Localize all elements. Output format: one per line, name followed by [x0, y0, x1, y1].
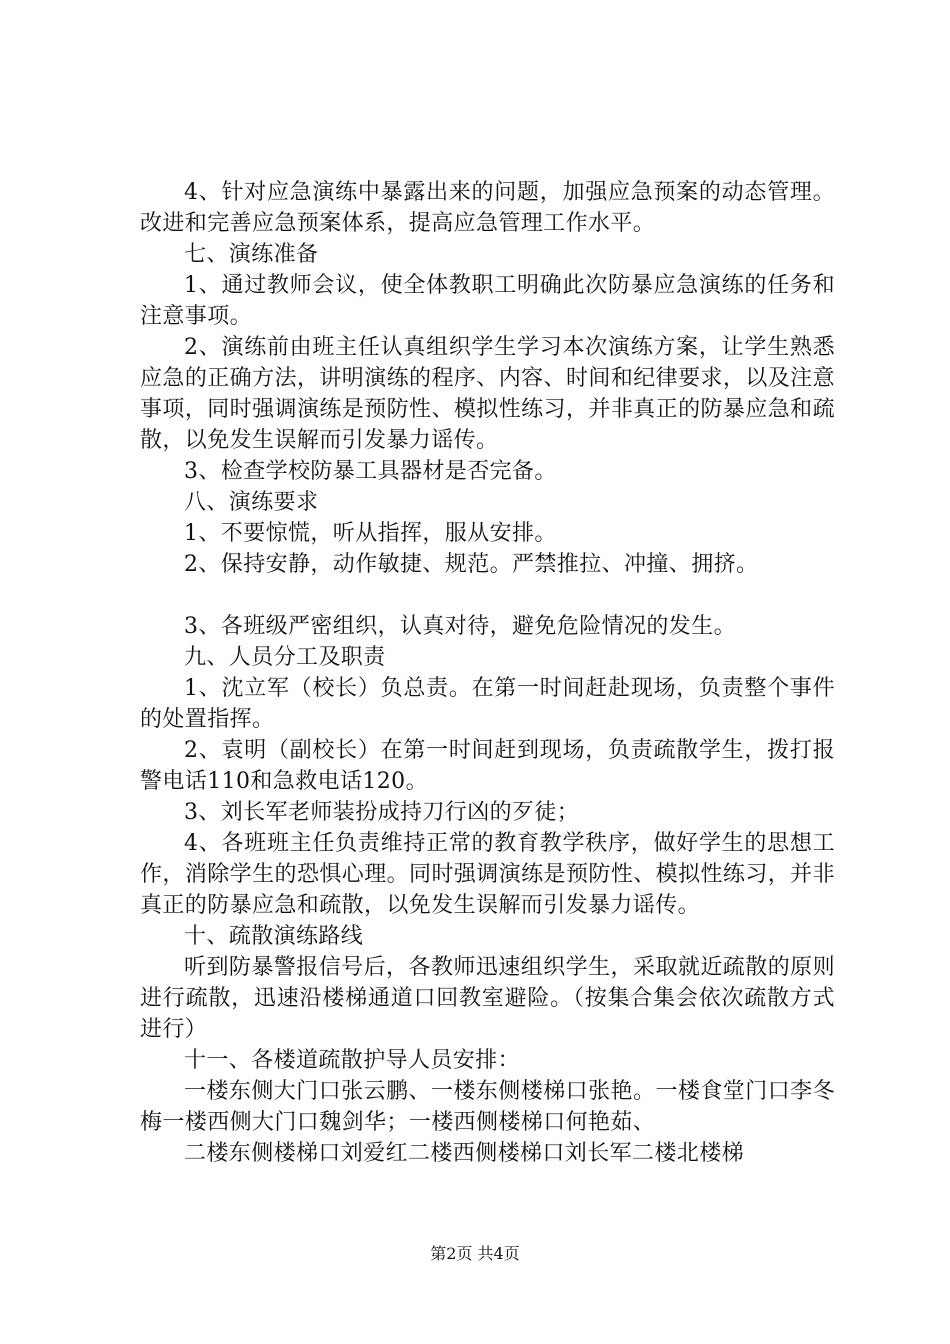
section-heading-7: 七、演练准备: [184, 242, 319, 267]
paragraph-duty-4: 4、各班班主任负责维持正常的教育教学秩序，做好学生的思想工作，消除学生的恐惧心理。同时强调演练是预防性、模拟性练习，并非真正的防暴应急和疏散，以免发生误解而引发暴力谣传。: [140, 831, 835, 918]
paragraph-prep-2: 2、演练前由班主任认真组织学生学习本次演练方案，让学生熟悉应急的正确方法，讲明演练的程序、内容、时间和纪律要求，以及注意事项，同时强调演练是预防性、模拟性练习，并非真正的防暴应急和疏散，以免发生误解而引发暴力谣传。: [140, 335, 835, 453]
paragraph-prep-3: 3、检查学校防暴工具器材是否完备。: [184, 459, 557, 484]
section-heading-9: 九、人员分工及职责: [184, 645, 386, 670]
paragraph-duty-1: 1、沈立军（校长）负总责。在第一时间赶赴现场，负责整个事件的处置指挥。: [140, 676, 835, 732]
paragraph-evacuation-route: 听到防暴警报信号后，各教师迅速组织学生，采取就近疏散的原则进行疏散，迅速沿楼梯通道口回教室避险。（按集合集会依次疏散方式进行）: [140, 955, 835, 1042]
blank-line: [140, 580, 835, 611]
paragraph-duty-2: 2、袁明（副校长）在第一时间赶到现场，负责疏散学生，拨打报警电话110和急救电话120。: [140, 738, 835, 794]
paragraph-item-4-emergency-plan: 4、针对应急演练中暴露出来的问题，加强应急预案的动态管理。改进和完善应急预案体系，提高应急管理工作水平。: [140, 180, 835, 236]
document-body: [140, 177, 835, 1169]
page-number-footer: 第2页 共4页: [430, 1244, 520, 1263]
section-heading-10: 十、疏散演练路线: [184, 924, 364, 949]
paragraph-req-1: 1、不要惊慌，听从指挥，服从安排。: [184, 521, 557, 546]
paragraph-req-2: 2、保持安静，动作敏捷、规范。严禁推拉、冲撞、拥挤。: [184, 552, 759, 577]
paragraph-guards-floor-2: 二楼东侧楼梯口刘爱红二楼西侧楼梯口刘长军二楼北楼梯: [184, 1141, 745, 1166]
paragraph-prep-1: 1、通过教师会议，使全体教职工明确此次防暴应急演练的任务和注意事项。: [140, 273, 835, 329]
paragraph-duty-3: 3、刘长军老师装扮成持刀行凶的歹徒；: [184, 800, 580, 825]
section-heading-8: 八、演练要求: [184, 490, 319, 515]
section-heading-11: 十一、各楼道疏散护导人员安排：: [184, 1048, 521, 1073]
paragraph-req-3: 3、各班级严密组织，认真对待，避免危险情况的发生。: [184, 614, 736, 639]
paragraph-guards-floor-1: 一楼东侧大门口张云鹏、一楼东侧楼梯口张艳。一楼食堂门口李冬梅一楼西侧大门口魏剑华；一楼西侧楼梯口何艳茹、: [140, 1079, 835, 1135]
